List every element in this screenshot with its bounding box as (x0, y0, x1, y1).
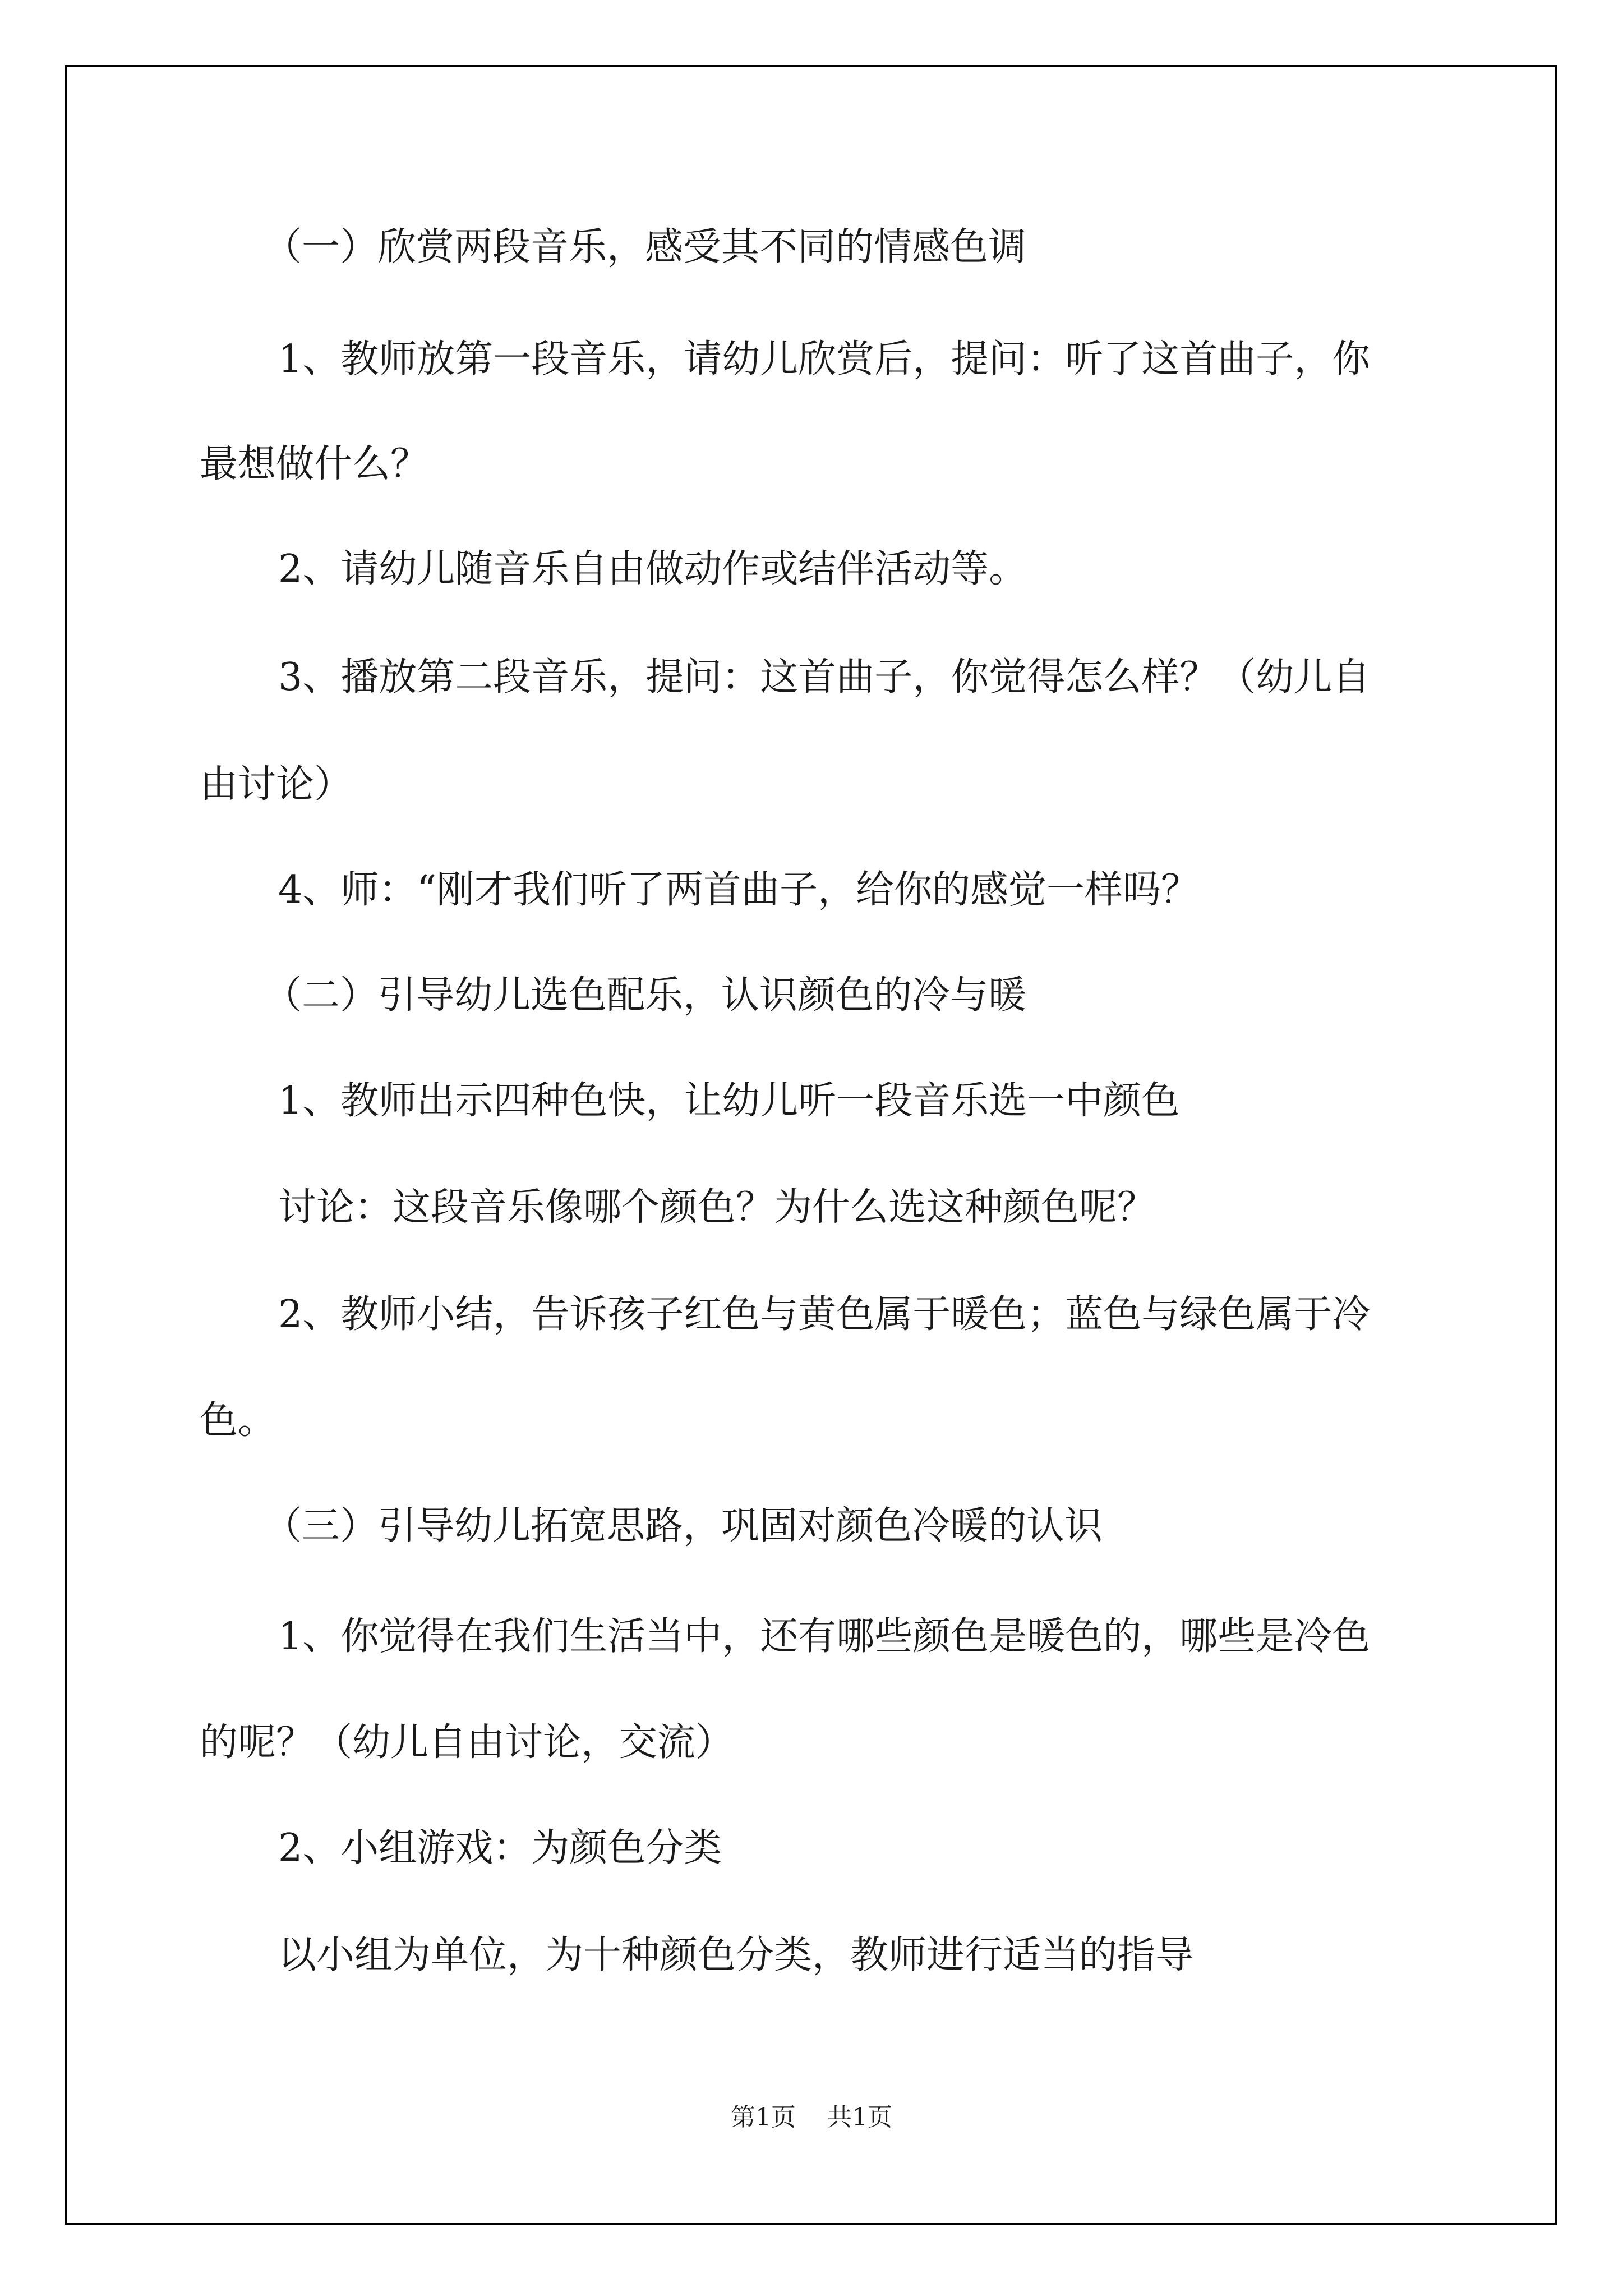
section-heading-2: （二）引导幼儿选色配乐，认识颜色的冷与暖 (264, 973, 1027, 1018)
paragraph-line: 讨论：这段音乐像哪个颜色？为什么选这种颜色呢？ (278, 1185, 1156, 1230)
paragraph-line: 2、教师小结，告诉孩子红色与黄色属于暖色；蓝色与绿色属于冷 (278, 1292, 1371, 1337)
paragraph-line: 的呢？（幼儿自由讨论，交流） (200, 1720, 734, 1765)
paragraph-line: 色。 (200, 1398, 276, 1443)
paragraph-line: 最想做什么？ (200, 442, 429, 486)
paragraph-line: 2、小组游戏：为颜色分类 (278, 1826, 722, 1870)
paragraph-line: 1、你觉得在我们生活当中，还有哪些颜色是暖色的，哪些是冷色 (278, 1614, 1371, 1659)
paragraph-line: 4、师：“刚才我们听了两首曲子，给你的感觉一样吗？ (278, 868, 1200, 912)
paragraph-line: 由讨论） (200, 762, 353, 807)
page-border (65, 65, 1557, 2225)
paragraph-line: 1、教师出示四种色快，让幼儿听一段音乐选一中颜色 (278, 1079, 1180, 1123)
paragraph-line: 3、播放第二段音乐，提问：这首曲子，你觉得怎么样？（幼儿自 (278, 655, 1371, 700)
section-heading-1: （一）欣赏两段音乐，感受其不同的情感色调 (264, 225, 1027, 269)
paragraph-line: 1、教师放第一段音乐，请幼儿欣赏后，提问：听了这首曲子，你 (278, 337, 1371, 381)
paragraph-line: 以小组为单位，为十种颜色分类，教师进行适当的指导 (278, 1933, 1194, 1977)
section-heading-3: （三）引导幼儿拓宽思路，巩固对颜色冷暖的认识 (264, 1504, 1103, 1548)
paragraph-line: 2、请幼儿随音乐自由做动作或结伴活动等。 (278, 547, 1027, 591)
page-number-footer: 第1页 共1页 (731, 2103, 892, 2132)
